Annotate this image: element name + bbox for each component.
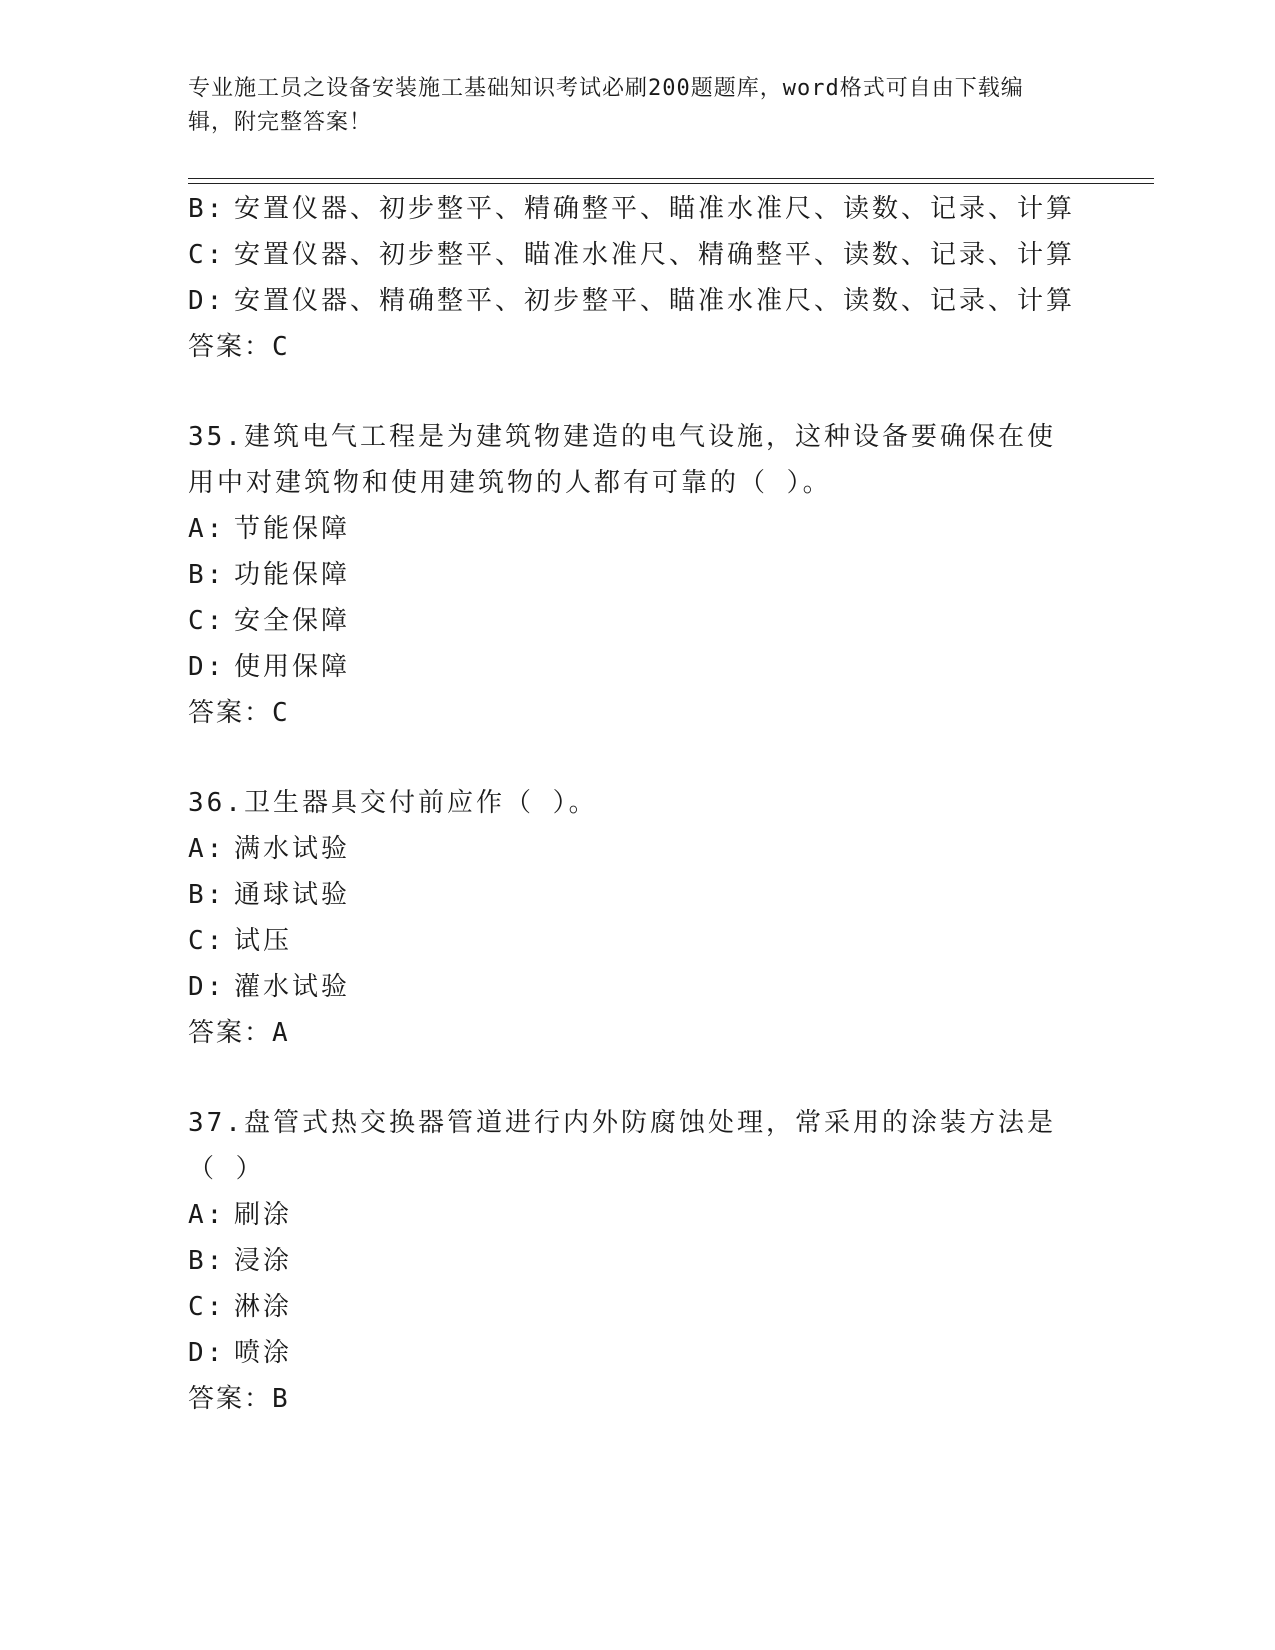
option-text: 灌水试验: [234, 972, 351, 1002]
answer-line: 答案：B: [188, 1384, 290, 1414]
option-text: 满水试验: [234, 834, 351, 864]
option-a: [188, 506, 1088, 552]
answer-line: 答案：A: [188, 1018, 290, 1048]
header-divider: [188, 178, 1154, 184]
option-d: [188, 1330, 1088, 1376]
option-key: C:: [188, 606, 226, 636]
option-text: 安全保障: [234, 606, 351, 636]
option-a: [188, 826, 1088, 872]
option-key: A:: [188, 514, 226, 544]
question-text: 37.盘管式热交换器管道进行内外防腐蚀处理，常采用的涂装方法是（ ）: [188, 1108, 1056, 1184]
option-key: B:: [188, 1246, 226, 1276]
page-header: [188, 72, 1068, 140]
option-key: D:: [188, 652, 226, 682]
option-key: D:: [188, 286, 226, 316]
option-text: 节能保障: [234, 514, 351, 544]
question-block: [188, 780, 1088, 1056]
question-text: 35.建筑电气工程是为建筑物建造的电气设施，这种设备要确保在使用中对建筑物和使用建筑物的人都有可靠的（ ）。: [188, 422, 1056, 498]
option-text: 淋涂: [234, 1292, 293, 1322]
option-b: [188, 872, 1088, 918]
option-key: A:: [188, 834, 226, 864]
option-text: 安置仪器、精确整平、初步整平、瞄准水准尺、读数、记录、计算: [234, 286, 1076, 316]
answer-line: 答案：C: [188, 698, 290, 728]
option-a: [188, 1192, 1088, 1238]
option-text: 功能保障: [234, 560, 351, 590]
document-body: [188, 186, 1088, 1422]
option-text: 喷涂: [234, 1338, 293, 1368]
question-text: 36.卫生器具交付前应作（ ）。: [188, 788, 598, 818]
prev-question-block: [188, 186, 1088, 370]
option-b: [188, 1238, 1088, 1284]
option-key: B:: [188, 560, 226, 590]
option-text: 使用保障: [234, 652, 351, 682]
option-text: 安置仪器、初步整平、瞄准水准尺、精确整平、读数、记录、计算: [234, 240, 1076, 270]
option-key: C:: [188, 1292, 226, 1322]
option-c: [188, 598, 1088, 644]
option-text: 试压: [234, 926, 293, 956]
question-block: [188, 414, 1088, 736]
option-key: A:: [188, 1200, 226, 1230]
option-key: D:: [188, 972, 226, 1002]
option-text: 通球试验: [234, 880, 351, 910]
option-key: D:: [188, 1338, 226, 1368]
option-text: 刷涂: [234, 1200, 293, 1230]
question-block: [188, 1100, 1088, 1422]
option-key: C:: [188, 240, 226, 270]
option-b: [188, 186, 1088, 232]
option-text: 安置仪器、初步整平、精确整平、瞄准水准尺、读数、记录、计算: [234, 194, 1076, 224]
header-title: 专业施工员之设备安装施工基础知识考试必刷200题题库，word格式可自由下载编辑，附完整答案！: [188, 76, 1024, 135]
option-key: C:: [188, 926, 226, 956]
option-text: 浸涂: [234, 1246, 293, 1276]
option-c: [188, 918, 1088, 964]
answer-line: 答案：C: [188, 332, 290, 362]
option-key: B:: [188, 880, 226, 910]
option-d: [188, 278, 1088, 324]
option-c: [188, 232, 1088, 278]
option-key: B:: [188, 194, 226, 224]
option-d: [188, 644, 1088, 690]
option-c: [188, 1284, 1088, 1330]
option-b: [188, 552, 1088, 598]
option-d: [188, 964, 1088, 1010]
